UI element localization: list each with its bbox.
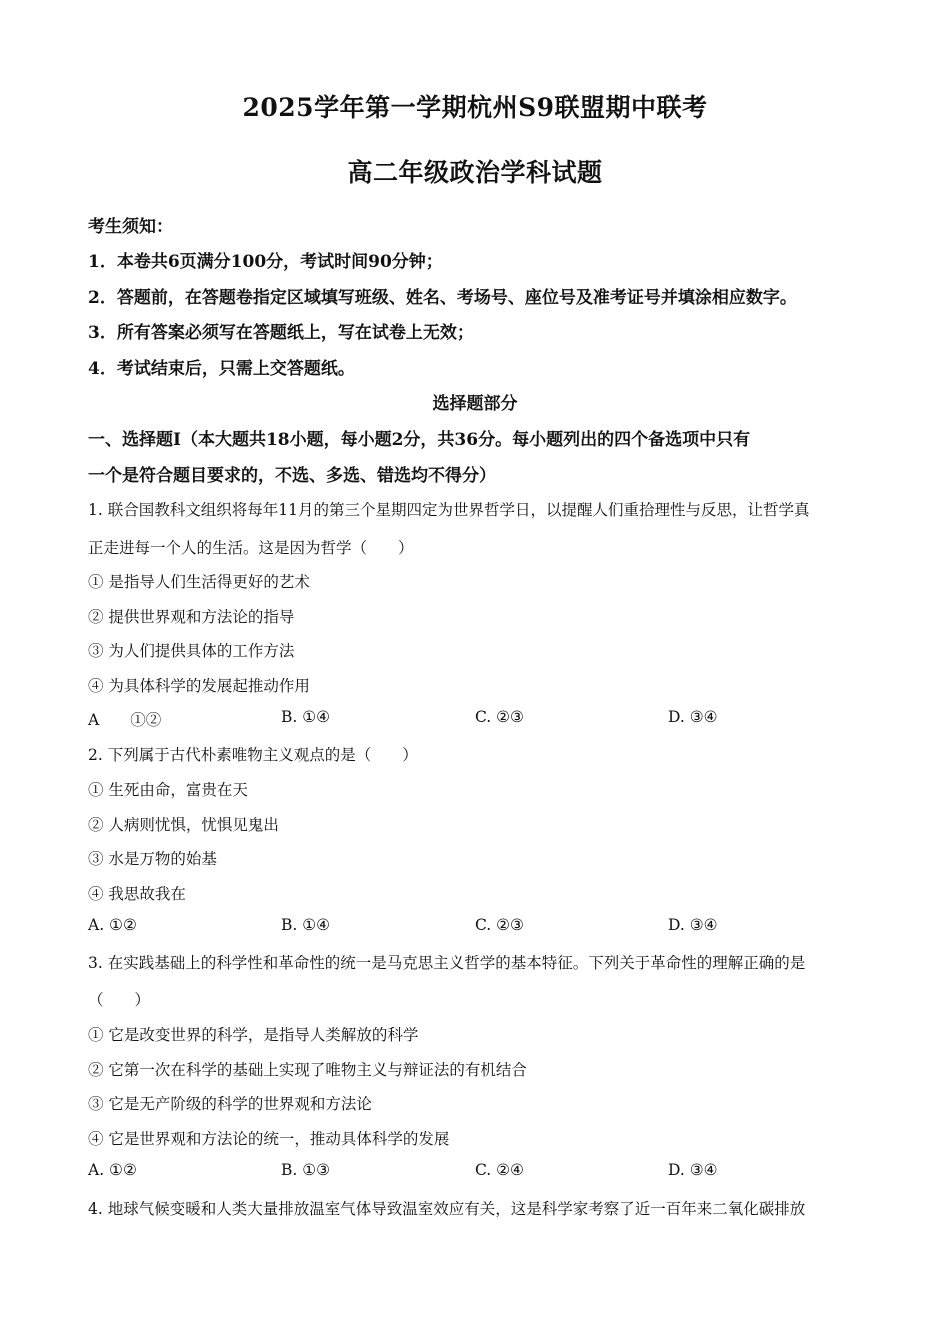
question-1-option-a[interactable]: A ①②: [88, 711, 162, 729]
question-3-stem-line1: 3. 在实践基础上的科学性和革命性的统一是马克思主义哲学的基本特征。下列关于革命性的理解正确的是: [88, 954, 806, 972]
question-2-statement-3: ③ 水是万物的始基: [88, 850, 217, 868]
question-2-option-c[interactable]: C. ②③: [475, 916, 524, 934]
question-1-option-c[interactable]: C. ②③: [475, 708, 524, 726]
question-2-option-b[interactable]: B. ①④: [281, 916, 331, 934]
exam-title: 2025学年第一学期杭州S9联盟期中联考: [242, 93, 708, 122]
question-3-option-c[interactable]: C. ②④: [475, 1161, 524, 1179]
question-3-option-a[interactable]: A. ①②: [88, 1161, 137, 1179]
question-3-option-d[interactable]: D. ③④: [668, 1161, 718, 1179]
question-3-options: [88, 1161, 868, 1183]
question-2-statement-1: ① 生死由命，富贵在天: [88, 781, 248, 799]
question-3-statement-3: ③ 它是无产阶级的科学的世界观和方法论: [88, 1095, 372, 1113]
notice-item-4: 4．考试结束后，只需上交答题纸。: [88, 359, 355, 379]
section-instruction-2: 一个是符合题目要求的，不选、多选、错选均不得分）: [88, 466, 496, 486]
question-2-option-a[interactable]: A. ①②: [88, 916, 137, 934]
question-1-statement-1: ① 是指导人们生活得更好的艺术: [88, 573, 310, 591]
question-3-statement-1: ① 它是改变世界的科学，是指导人类解放的科学: [88, 1026, 419, 1044]
notice-heading: 考生须知：: [88, 217, 173, 237]
section-instruction-1: 一、选择题Ⅰ（本大题共18小题，每小题2分，共36分。每小题列出的四个备选项中只有: [88, 430, 751, 450]
notice-item-1: 1．本卷共6页满分100分，考试时间90分钟；: [88, 252, 443, 272]
question-1-option-d[interactable]: D. ③④: [668, 708, 718, 726]
question-2-statement-4: ④ 我思故我在: [88, 885, 186, 903]
question-1-statement-2: ② 提供世界观和方法论的指导: [88, 608, 295, 626]
question-1-statement-4: ④ 为具体科学的发展起推动作用: [88, 677, 310, 695]
exam-subtitle: 高二年级政治学科试题: [347, 158, 603, 187]
question-2-options: [88, 916, 868, 938]
question-2-option-d[interactable]: D. ③④: [668, 916, 718, 934]
question-3-stem-line2: （ ）: [88, 991, 151, 1009]
question-2-stem: 2. 下列属于古代朴素唯物主义观点的是（ ）: [88, 746, 418, 764]
question-3-statement-4: ④ 它是世界观和方法论的统一，推动具体科学的发展: [88, 1130, 450, 1148]
notice-item-2: 2．答题前，在答题卷指定区域填写班级、姓名、考场号、座位号及准考证号并填涂相应数字。: [88, 288, 797, 308]
question-1-statement-3: ③ 为人们提供具体的工作方法: [88, 642, 295, 660]
question-4-stem-line1: 4. 地球气候变暖和人类大量排放温室气体导致温室效应有关，这是科学家考察了近一百年来二氧化碳排放: [88, 1200, 806, 1218]
question-3-option-b[interactable]: B. ①③: [281, 1161, 331, 1179]
question-1-stem-line2: 正走进每一个人的生活。这是因为哲学（ ）: [88, 539, 414, 557]
question-1-option-b[interactable]: B. ①④: [281, 708, 331, 726]
section-title: 选择题部分: [432, 394, 518, 414]
question-3-statement-2: ② 它第一次在科学的基础上实现了唯物主义与辩证法的有机结合: [88, 1061, 527, 1079]
question-1-stem-line1: 1. 联合国教科文组织将每年11月的第三个星期四定为世界哲学日，以提醒人们重拾理性与反思，让哲学真: [88, 501, 810, 519]
notice-item-3: 3．所有答案必须写在答题纸上，写在试卷上无效；: [88, 323, 474, 343]
question-1-options: [88, 708, 868, 730]
question-2-statement-2: ② 人病则忧惧，忧惧见鬼出: [88, 816, 279, 834]
